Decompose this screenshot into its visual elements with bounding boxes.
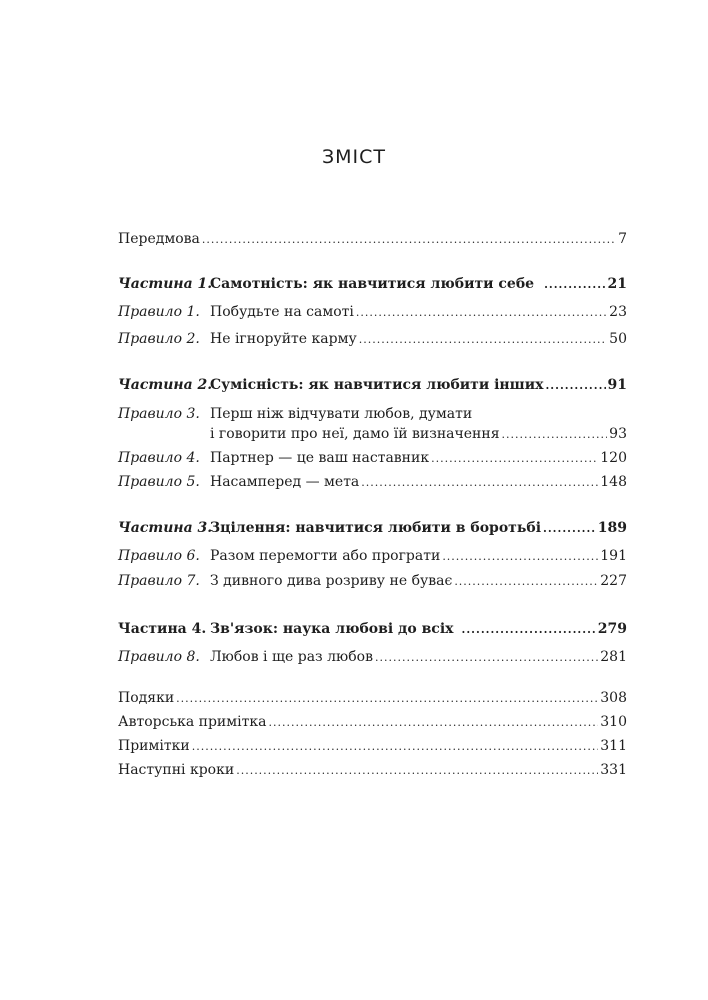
- leader-dots: [545, 377, 605, 395]
- page-title: ЗМІСТ: [321, 146, 387, 168]
- leader-dots: [361, 474, 598, 492]
- toc-rule-3-line-1[interactable]: [118, 405, 627, 423]
- entry-label: Примітки: [118, 738, 190, 754]
- page-number: 311: [600, 738, 627, 754]
- toc-rule-6[interactable]: [118, 547, 627, 566]
- entry-label: Подяки: [118, 690, 175, 706]
- leader-dots: [356, 304, 607, 322]
- leader-dots: [268, 714, 598, 732]
- toc-rule-8[interactable]: [118, 648, 627, 667]
- page-number: 279: [597, 621, 627, 637]
- toc-rule-5[interactable]: [118, 473, 627, 492]
- toc-rule-4[interactable]: [118, 449, 627, 468]
- toc-rule-1[interactable]: [118, 303, 627, 322]
- toc-part-2[interactable]: [118, 376, 627, 395]
- page-number: 93: [609, 426, 627, 442]
- rule-title: Партнер — це ваш наставник: [210, 450, 430, 466]
- toc-part-1[interactable]: [118, 275, 627, 294]
- toc-entry-notes[interactable]: [118, 737, 627, 756]
- leader-dots: [454, 573, 598, 591]
- toc-entry-acknowledgements[interactable]: [118, 689, 627, 708]
- toc-rule-2[interactable]: [118, 330, 627, 349]
- page-number: 331: [600, 762, 627, 778]
- rule-prefix: Правило 3.: [118, 406, 200, 422]
- rule-prefix: Правило 7.: [118, 573, 200, 589]
- part-title: Зв'язок: наука любові до всіх: [210, 621, 454, 637]
- part-prefix: Частина 4.: [118, 621, 207, 637]
- toc-entry-foreword[interactable]: [118, 230, 627, 249]
- leader-dots: [236, 762, 598, 780]
- leader-dots: [462, 621, 596, 639]
- rule-prefix: Правило 1.: [118, 304, 200, 320]
- toc-entry-author-note[interactable]: [118, 713, 627, 732]
- page-number: 189: [597, 520, 627, 536]
- rule-title-continued: і говорити про неї, дамо їй визначення: [210, 426, 500, 442]
- toc-part-3[interactable]: [118, 519, 627, 538]
- entry-label: Наступні кроки: [118, 762, 235, 778]
- leader-dots: [176, 690, 598, 708]
- page-number: 308: [600, 690, 627, 706]
- page-number: 281: [600, 649, 627, 665]
- page-number: 148: [600, 474, 627, 490]
- page-number: 310: [600, 714, 627, 730]
- leader-dots: [502, 426, 608, 444]
- leader-dots: [375, 649, 598, 667]
- rule-prefix: Правило 2.: [118, 331, 200, 347]
- rule-title: Не ігноруйте карму: [210, 331, 357, 347]
- leader-dots: [544, 276, 605, 294]
- part-title: Зцілення: навчитися любити в боротьбі: [210, 520, 542, 536]
- part-prefix: Частина 1.: [118, 276, 213, 292]
- part-title: Сумісність: як навчитися любити інших: [210, 377, 544, 393]
- rule-title: Побудьте на самоті: [210, 304, 354, 320]
- toc-entry-next-steps[interactable]: [118, 761, 627, 780]
- page-number: 227: [600, 573, 627, 589]
- leader-dots: [442, 548, 598, 566]
- toc-rule-7[interactable]: [118, 572, 627, 591]
- part-prefix: Частина 3.: [118, 520, 213, 536]
- page-number: 21: [607, 276, 627, 292]
- toc-part-4[interactable]: [118, 620, 627, 639]
- leader-dots: [192, 738, 599, 756]
- entry-label: Передмова: [118, 231, 200, 247]
- page-number: 50: [609, 331, 627, 347]
- leader-dots: [543, 520, 596, 538]
- rule-prefix: Правило 6.: [118, 548, 200, 564]
- rule-prefix: Правило 5.: [118, 474, 200, 490]
- part-title: Самотність: як навчитися любити себе: [210, 276, 535, 292]
- page-number: 23: [609, 304, 627, 320]
- entry-label: Авторська примітка: [118, 714, 267, 730]
- leader-dots: [359, 331, 607, 349]
- part-prefix: Частина 2.: [118, 377, 213, 393]
- page-number: 191: [600, 548, 627, 564]
- leader-dots: [431, 450, 598, 468]
- page-number: 120: [600, 450, 627, 466]
- rule-title: Насамперед — мета: [210, 474, 360, 490]
- rule-prefix: Правило 8.: [118, 649, 200, 665]
- toc-rule-3-line-2[interactable]: [118, 425, 627, 444]
- rule-title: Разом перемогти або програти: [210, 548, 441, 564]
- leader-dots: [202, 231, 616, 249]
- rule-title: З дивного дива розриву не буває: [210, 573, 453, 589]
- rule-prefix: Правило 4.: [118, 450, 200, 466]
- page-number: 91: [607, 377, 627, 393]
- rule-title: Перш ніж відчувати любов, думати: [210, 406, 473, 422]
- rule-title: Любов і ще раз любов: [210, 649, 373, 665]
- page-number: 7: [618, 231, 627, 247]
